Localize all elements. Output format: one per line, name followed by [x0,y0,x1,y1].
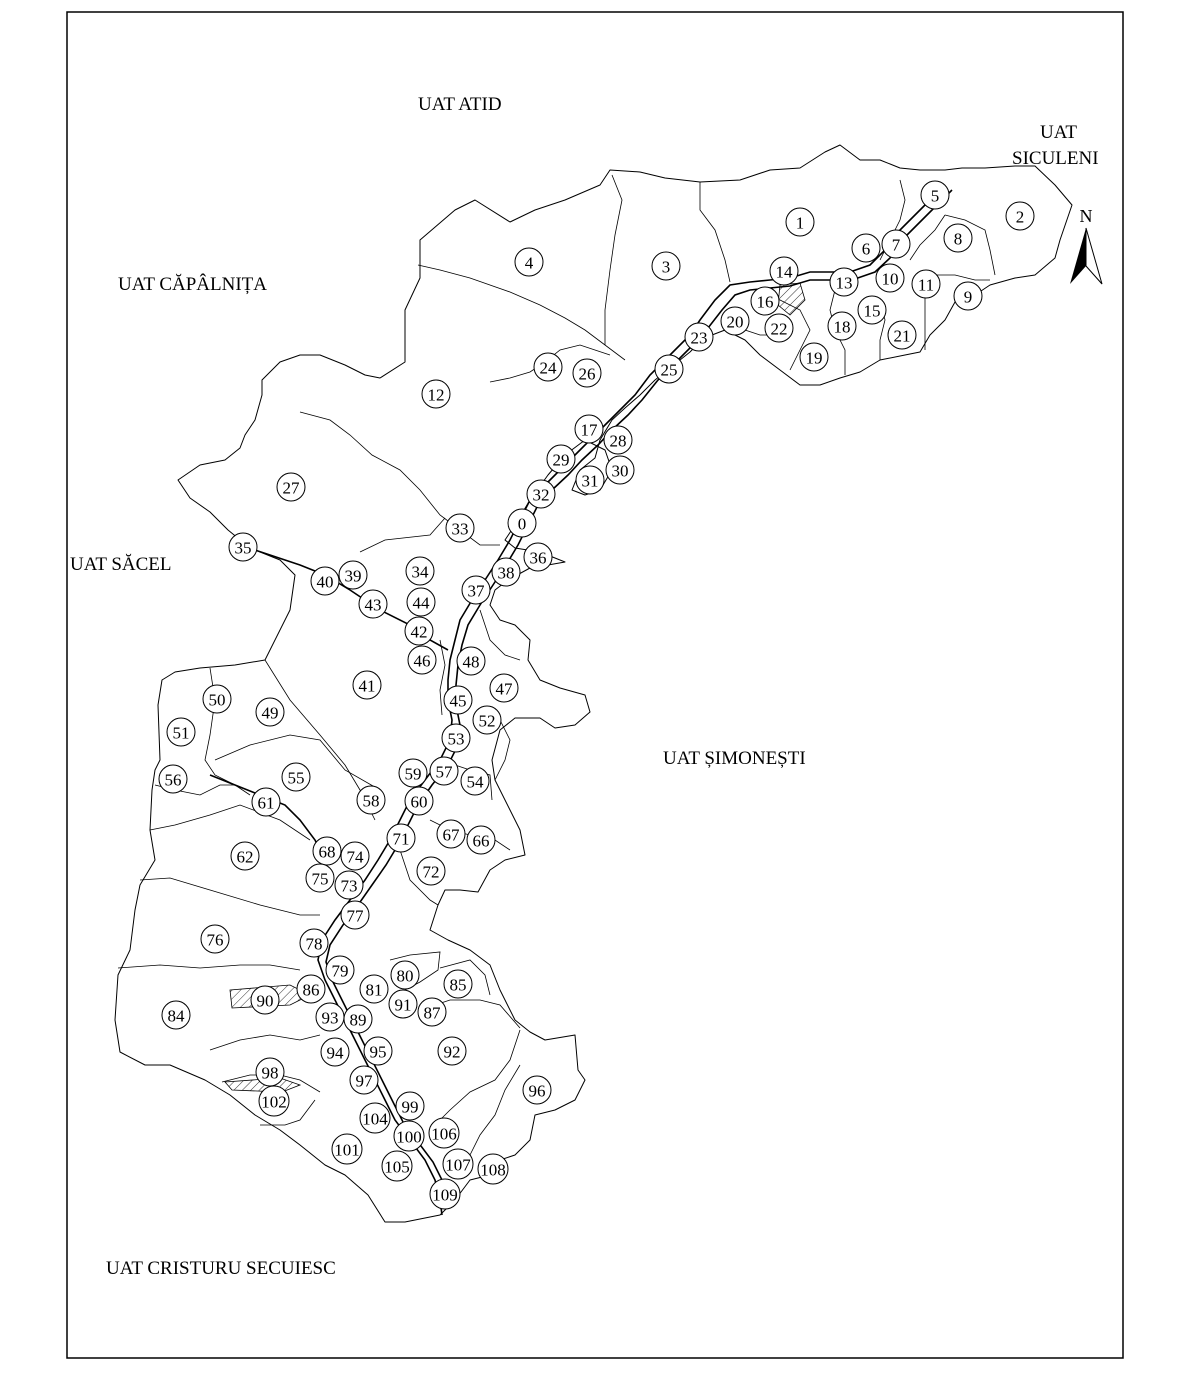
parcel-number-30: 30 [611,461,629,481]
parcel-marker-40[interactable] [311,567,339,595]
north-arrow-label: N [1079,206,1093,226]
parcel-marker-93[interactable] [316,1003,344,1031]
parcel-number-72: 72 [422,862,440,882]
parcel-marker-62[interactable] [231,842,259,870]
parcel-number-80: 80 [396,966,414,986]
parcel-number-56: 56 [164,770,182,790]
parcel-number-46: 46 [413,651,431,671]
parcel-marker-9[interactable] [954,282,982,310]
parcel-number-61: 61 [257,793,275,813]
parcel-marker-77[interactable] [341,901,369,929]
parcel-number-79: 79 [331,961,349,981]
parcel-marker-107[interactable] [443,1149,473,1179]
map-frame [67,12,1123,1358]
parcel-marker-26[interactable] [573,359,601,387]
uat-sacel-label: UAT SĂCEL [70,554,172,575]
parcel-number-60: 60 [410,792,428,812]
parcel-marker-46[interactable] [408,646,436,674]
parcel-number-41: 41 [358,676,376,696]
parcel-marker-4[interactable] [515,248,543,276]
parcel-marker-98[interactable] [256,1058,284,1086]
uat-cristuru-label: UAT CRISTURU SECUIESC [106,1258,336,1279]
parcel-number-52: 52 [478,711,496,731]
parcel-marker-73[interactable] [335,871,363,899]
parcel-marker-106[interactable] [429,1118,459,1148]
parcel-marker-10[interactable] [876,264,904,292]
parcel-number-76: 76 [206,930,224,950]
parcel-marker-12[interactable] [422,380,450,408]
parcel-marker-5[interactable] [921,181,949,209]
parcel-number-19: 19 [805,348,823,368]
parcel-number-24: 24 [539,358,557,378]
parcel-number-37: 37 [467,581,485,601]
north-arrow-right-half-icon [1086,228,1102,284]
parcel-marker-30[interactable] [606,456,634,484]
parcel-number-15: 15 [863,301,881,321]
parcel-number-3: 3 [661,257,671,277]
uat-capalnita-label: UAT CĂPÂLNIȚA [118,274,268,295]
parcel-number-67: 67 [442,825,460,845]
parcel-marker-57[interactable] [430,757,458,785]
parcel-marker-21[interactable] [888,321,916,349]
parcel-number-14: 14 [775,262,793,282]
parcel-marker-50[interactable] [203,685,231,713]
parcel-number-40: 40 [316,572,334,592]
uat-atid-label: UAT ATID [418,94,502,115]
parcel-marker-24[interactable] [534,353,562,381]
parcel-marker-37[interactable] [462,576,490,604]
parcel-marker-87[interactable] [418,998,446,1026]
parcel-marker-99[interactable] [396,1092,424,1120]
parcel-marker-97[interactable] [350,1066,378,1094]
parcel-marker-44[interactable] [407,588,435,616]
parcel-marker-1[interactable] [786,208,814,236]
parcel-marker-25[interactable] [655,355,683,383]
parcel-marker-32[interactable] [527,480,555,508]
parcel-marker-96[interactable] [523,1076,551,1104]
uat-siculeni-label-line2: SICULENI [1012,148,1099,169]
parcel-marker-22[interactable] [765,314,793,342]
parcel-number-86: 86 [302,980,320,1000]
parcel-number-11: 11 [917,275,935,295]
parcel-number-77: 77 [346,906,364,926]
parcel-marker-7[interactable] [882,230,910,258]
parcel-marker-67[interactable] [437,820,465,848]
parcel-number-84: 84 [167,1006,185,1026]
parcel-number-28: 28 [609,431,627,451]
parcel-number-78: 78 [305,934,323,954]
parcel-number-42: 42 [410,622,428,642]
parcel-marker-66[interactable] [467,826,495,854]
parcel-marker-18[interactable] [828,312,856,340]
parcel-number-104: 104 [362,1109,388,1129]
parcel-marker-95[interactable] [364,1037,392,1065]
parcel-marker-49[interactable] [256,698,284,726]
parcel-number-51: 51 [172,723,190,743]
parcel-number-58: 58 [362,791,380,811]
parcel-number-32: 32 [532,485,550,505]
parcel-number-59: 59 [404,764,422,784]
parcel-marker-81[interactable] [360,975,388,1003]
parcel-marker-14[interactable] [770,257,798,285]
parcel-marker-28[interactable] [604,426,632,454]
parcel-marker-16[interactable] [751,287,779,315]
parcel-marker-89[interactable] [344,1005,372,1033]
parcel-marker-68[interactable] [313,837,341,865]
parcel-number-31: 31 [581,471,599,491]
parcel-number-12: 12 [427,385,445,405]
parcel-number-107: 107 [445,1155,471,1175]
parcel-marker-100[interactable] [394,1121,424,1151]
parcel-marker-11[interactable] [912,270,940,298]
parcel-number-85: 85 [449,975,467,995]
parcel-marker-51[interactable] [167,718,195,746]
parcel-boundaries [118,175,995,1155]
parcel-marker-23[interactable] [685,323,713,351]
parcel-number-102: 102 [261,1092,287,1112]
parcel-marker-56[interactable] [159,765,187,793]
parcel-marker-101[interactable] [332,1134,362,1164]
parcel-number-90: 90 [256,991,274,1011]
parcel-marker-86[interactable] [297,975,325,1003]
parcel-marker-45[interactable] [444,686,472,714]
parcel-number-25: 25 [660,360,678,380]
parcel-marker-60[interactable] [405,787,433,815]
parcel-number-23: 23 [690,328,708,348]
parcel-number-38: 38 [497,563,515,583]
parcel-marker-58[interactable] [357,786,385,814]
parcel-number-100: 100 [396,1127,422,1147]
parcel-marker-31[interactable] [576,466,604,494]
parcel-number-87: 87 [423,1003,441,1023]
parcel-number-21: 21 [893,326,911,346]
parcel-number-57: 57 [435,762,453,782]
parcel-marker-76[interactable] [201,925,229,953]
parcel-marker-2[interactable] [1006,202,1034,230]
parcel-marker-33[interactable] [446,514,474,542]
parcel-marker-71[interactable] [387,824,415,852]
parcel-number-45: 45 [449,691,467,711]
parcel-number-55: 55 [287,768,305,788]
parcel-marker-80[interactable] [391,961,419,989]
parcel-marker-41[interactable] [353,671,381,699]
parcel-marker-3[interactable] [652,252,680,280]
parcel-number-97: 97 [355,1071,373,1091]
parcel-marker-79[interactable] [326,956,354,984]
uat-simonesti-label: UAT ȘIMONEȘTI [663,748,806,769]
parcel-number-108: 108 [480,1160,506,1180]
parcel-number-27: 27 [282,478,300,498]
parcel-marker-29[interactable] [547,445,575,473]
parcel-number-29: 29 [552,450,570,470]
parcel-number-9: 9 [963,287,973,307]
parcel-marker-104[interactable] [360,1103,390,1133]
parcel-marker-15[interactable] [858,296,886,324]
parcel-number-89: 89 [349,1010,367,1030]
parcel-marker-90[interactable] [251,986,279,1014]
parcel-number-101: 101 [334,1140,360,1160]
parcel-marker-72[interactable] [417,857,445,885]
parcel-marker-54[interactable] [461,767,489,795]
parcel-number-62: 62 [236,847,254,867]
north-arrow-left-half-icon [1070,228,1086,284]
parcel-marker-55[interactable] [282,763,310,791]
parcel-number-39: 39 [344,566,362,586]
parcel-number-53: 53 [447,729,465,749]
parcel-number-98: 98 [261,1063,279,1083]
parcel-marker-39[interactable] [339,561,367,589]
parcel-number-93: 93 [321,1008,339,1028]
parcel-number-1: 1 [795,213,805,233]
parcel-marker-52[interactable] [473,706,501,734]
parcel-number-94: 94 [326,1043,344,1063]
parcel-number-6: 6 [861,239,871,259]
parcel-marker-13[interactable] [830,268,858,296]
parcel-number-36: 36 [529,548,547,568]
parcel-marker-61[interactable] [252,788,280,816]
parcel-marker-47[interactable] [490,674,518,702]
parcel-number-8: 8 [953,229,963,249]
parcel-number-48: 48 [462,652,480,672]
parcel-marker-27[interactable] [277,473,305,501]
parcel-marker-91[interactable] [389,990,417,1018]
parcel-number-81: 81 [365,980,383,1000]
parcel-number-47: 47 [495,679,513,699]
parcel-markers [159,181,1034,1209]
parcel-number-92: 92 [443,1042,461,1062]
parcel-number-50: 50 [208,690,226,710]
parcel-number-66: 66 [472,831,490,851]
parcel-number-91: 91 [394,995,412,1015]
parcel-number-54: 54 [466,772,484,792]
parcel-number-75: 75 [311,869,329,889]
parcel-number-44: 44 [412,593,430,613]
parcel-number-0: 0 [517,514,527,534]
parcel-number-18: 18 [833,317,851,337]
parcel-marker-74[interactable] [341,842,369,870]
north-arrow[interactable] [1070,206,1102,284]
parcel-marker-43[interactable] [359,590,387,618]
parcel-marker-78[interactable] [300,929,328,957]
parcel-marker-17[interactable] [575,415,603,443]
parcel-marker-108[interactable] [478,1154,508,1184]
parcel-number-68: 68 [318,842,336,862]
hatched-parcel-16 [778,283,805,315]
parcel-marker-8[interactable] [944,224,972,252]
parcel-number-16: 16 [756,292,774,312]
parcel-marker-38[interactable] [492,558,520,586]
parcel-number-17: 17 [580,420,598,440]
parcel-number-105: 105 [384,1157,410,1177]
parcel-marker-109[interactable] [430,1179,460,1209]
parcel-marker-102[interactable] [259,1086,289,1116]
parcel-marker-94[interactable] [321,1038,349,1066]
parcel-number-96: 96 [528,1081,546,1101]
parcel-number-34: 34 [411,562,429,582]
uat-siculeni-label-line1: UAT [1040,122,1077,143]
parcel-marker-48[interactable] [457,647,485,675]
parcel-marker-53[interactable] [442,724,470,752]
territory-boundary [115,145,1072,1222]
parcel-marker-59[interactable] [399,759,427,787]
parcel-marker-105[interactable] [382,1151,412,1181]
parcel-number-43: 43 [364,595,382,615]
parcel-marker-85[interactable] [444,970,472,998]
parcel-marker-34[interactable] [406,557,434,585]
parcel-number-7: 7 [891,235,901,255]
parcel-marker-92[interactable] [438,1037,466,1065]
parcel-number-35: 35 [234,538,252,558]
parcel-number-49: 49 [261,703,279,723]
parcel-number-73: 73 [340,876,358,896]
parcel-number-99: 99 [401,1097,419,1117]
parcel-number-95: 95 [369,1042,387,1062]
parcel-marker-20[interactable] [721,307,749,335]
parcel-marker-84[interactable] [162,1001,190,1029]
parcel-number-13: 13 [835,273,853,293]
parcel-number-4: 4 [524,253,534,273]
parcel-number-10: 10 [881,269,899,289]
parcel-marker-19[interactable] [800,343,828,371]
parcel-marker-36[interactable] [524,543,552,571]
parcel-number-71: 71 [392,829,410,849]
parcel-number-26: 26 [578,364,596,384]
parcel-number-20: 20 [726,312,744,332]
parcel-marker-0[interactable] [508,509,536,537]
parcel-number-106: 106 [431,1124,457,1144]
parcel-number-109: 109 [432,1185,458,1205]
parcel-marker-6[interactable] [852,234,880,262]
parcel-number-5: 5 [930,186,940,206]
parcel-number-74: 74 [346,847,364,867]
parcel-number-33: 33 [451,519,469,539]
parcel-marker-75[interactable] [306,864,334,892]
parcel-marker-42[interactable] [405,617,433,645]
parcel-marker-35[interactable] [229,533,257,561]
parcel-number-22: 22 [770,319,788,339]
parcel-number-2: 2 [1015,207,1025,227]
